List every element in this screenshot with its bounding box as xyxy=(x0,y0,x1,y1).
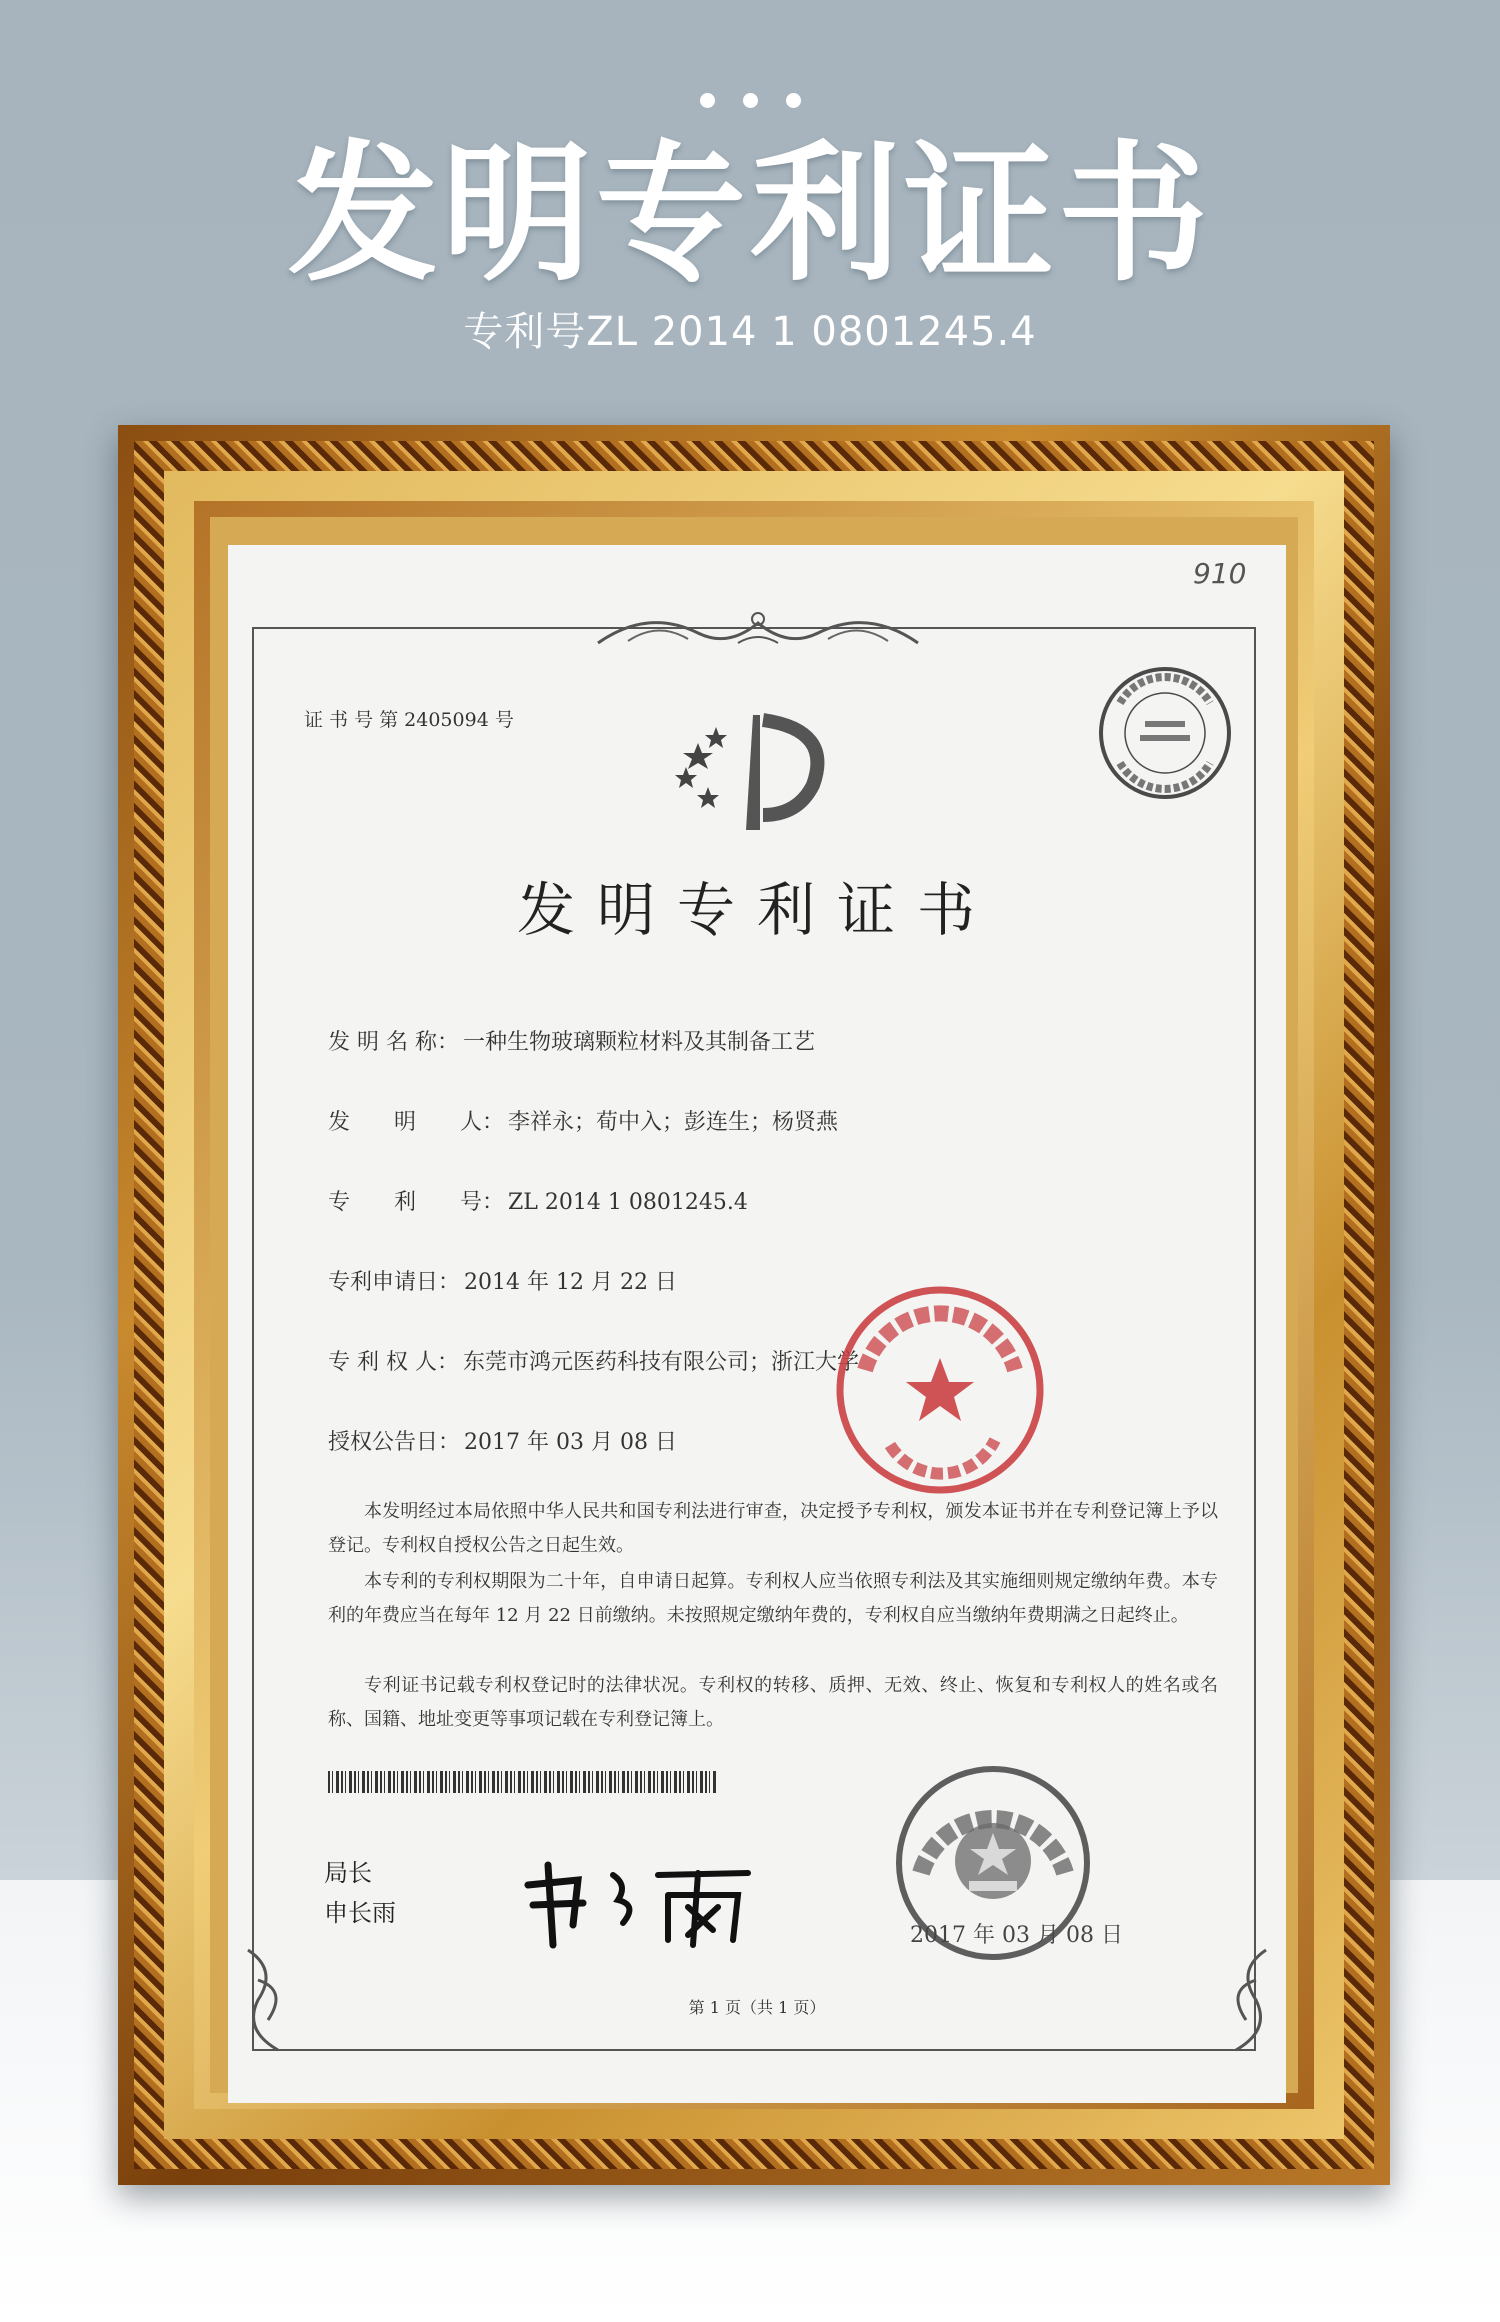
field-patent-number xyxy=(328,1185,748,1216)
director-name: 申长雨 xyxy=(324,1899,396,1927)
field-value: 2017 年 03 月 08 日 xyxy=(464,1430,677,1455)
page-title: 发明专利证书 xyxy=(287,128,1212,302)
field-label: 专利申请日： xyxy=(328,1270,461,1295)
field-patentee xyxy=(328,1345,859,1376)
field-label: 授权公告日： xyxy=(328,1430,461,1455)
field-grant-date xyxy=(328,1425,677,1456)
decorative-dots xyxy=(0,93,1500,112)
certificate-paper xyxy=(228,545,1286,2103)
certificate-border xyxy=(252,627,1256,2051)
company-seal-icon xyxy=(830,1280,1050,1500)
certificate-number: 证 书 号 第 2405094 号 xyxy=(304,709,514,731)
certificate-paragraph: 本专利的专利权期限为二十年，自申请日起算。专利权人应当依照专利法及其实施细则规定缴纳年费。本专利的年费应当在每年 12 月 22 日前缴纳。未按照规定缴纳年费的，专利权自应当缴纳年费期满之日起终止。 xyxy=(328,1571,1218,1626)
field-label: 发 明 人： xyxy=(328,1110,505,1135)
signature-icon xyxy=(518,1845,758,1955)
director-title: 局长 xyxy=(324,1859,372,1887)
top-ornament-icon xyxy=(588,603,928,653)
field-value: 一种生物玻璃颗粒材料及其制备工艺 xyxy=(462,1030,815,1055)
field-value: 2014 年 12 月 22 日 xyxy=(464,1270,677,1295)
patent-number-subtitle: 专利号ZL 2014 1 0801245.4 xyxy=(463,309,1037,355)
field-value: 东莞市鸿元医药科技有限公司；浙江大学 xyxy=(462,1350,859,1375)
field-value: 李祥永；荀中入；彭连生；杨贤燕 xyxy=(508,1110,839,1135)
barcode xyxy=(328,1771,718,1793)
page-indicator: 第 1 页（共 1 页） xyxy=(688,1998,826,2017)
patent-office-emblem-icon xyxy=(668,705,848,835)
certificate-paragraph: 专利证书记载专利权登记时的法律状况。专利权的转移、质押、无效、终止、恢复和专利权人的姓名或名称、国籍、地址变更等事项记载在专利登记簿上。 xyxy=(328,1675,1218,1730)
field-application-date xyxy=(328,1265,677,1296)
field-value: ZL 2014 1 0801245.4 xyxy=(508,1190,748,1215)
field-label: 发 明 名 称： xyxy=(328,1030,459,1055)
seal-date: 2017 年 03 月 08 日 xyxy=(910,1923,1123,1948)
certificate-paragraph: 本发明经过本局依照中华人民共和国专利法进行审查，决定授予专利权，颁发本证书并在专利登记簿上予以登记。专利权自授权公告之日起生效。 xyxy=(328,1501,1218,1556)
certificate-title: 发明专利证书 xyxy=(516,876,997,944)
field-inventors xyxy=(328,1105,838,1136)
field-label: 专 利 权 人： xyxy=(328,1350,459,1375)
agency-stamp-icon xyxy=(1095,663,1235,803)
field-label: 专 利 号： xyxy=(328,1190,505,1215)
handwritten-note: 910 xyxy=(1193,557,1247,590)
field-invention-name xyxy=(328,1025,815,1056)
